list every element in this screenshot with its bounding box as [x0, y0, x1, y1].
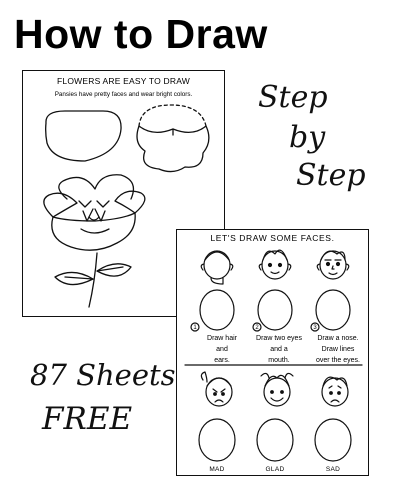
face-step1-head — [201, 251, 233, 284]
flower-sheet-heading: FLOWERS ARE EASY TO DRAW — [57, 76, 190, 86]
mood-label-glad: GLAD — [265, 466, 285, 473]
blank-face-oval-2 — [258, 290, 292, 330]
step-number-1: 1 — [193, 325, 197, 331]
tagline-step: Step — [258, 80, 328, 115]
step-number-2: 2 — [255, 325, 259, 331]
step-1-caption: Draw hair and ears. — [207, 335, 237, 364]
step-number-3: 3 — [313, 325, 317, 331]
tagline-step-2: Step — [296, 158, 366, 193]
free-label: FREE — [42, 401, 133, 437]
pansy-step1-outline — [46, 111, 121, 161]
blank-face-oval-glad — [257, 419, 293, 461]
blank-face-oval-sad — [315, 419, 351, 461]
step-2-caption: Draw two eyes and a mouth. — [256, 335, 302, 364]
faces-worksheet-thumbnail[interactable] — [176, 229, 369, 476]
pansy-flower-detailed — [44, 175, 145, 307]
blank-face-oval-1 — [200, 290, 234, 330]
faces-sheet-heading: LET'S DRAW SOME FACES. — [210, 233, 335, 243]
blank-face-oval-3 — [316, 290, 350, 330]
step-3-caption: Draw a nose. Draw lines over the eyes. — [316, 335, 360, 364]
flower-sheet-subtitle: Pansies have pretty faces and wear bright colors. — [54, 91, 193, 98]
glad-face — [261, 373, 293, 406]
tagline-by: by — [289, 120, 326, 155]
mood-label-mad: MAD — [209, 466, 225, 473]
sheet-count-label: 87 Sheets — [30, 358, 176, 392]
face-step2-head — [259, 250, 291, 279]
sad-face — [322, 377, 348, 406]
mad-face — [201, 372, 232, 406]
blank-face-oval-mad — [199, 419, 235, 461]
page-title: How to Draw — [14, 11, 268, 57]
mood-label-sad: SAD — [325, 466, 341, 473]
pansy-step2-dashed-guide — [139, 105, 206, 126]
face-step3-head — [317, 251, 349, 279]
